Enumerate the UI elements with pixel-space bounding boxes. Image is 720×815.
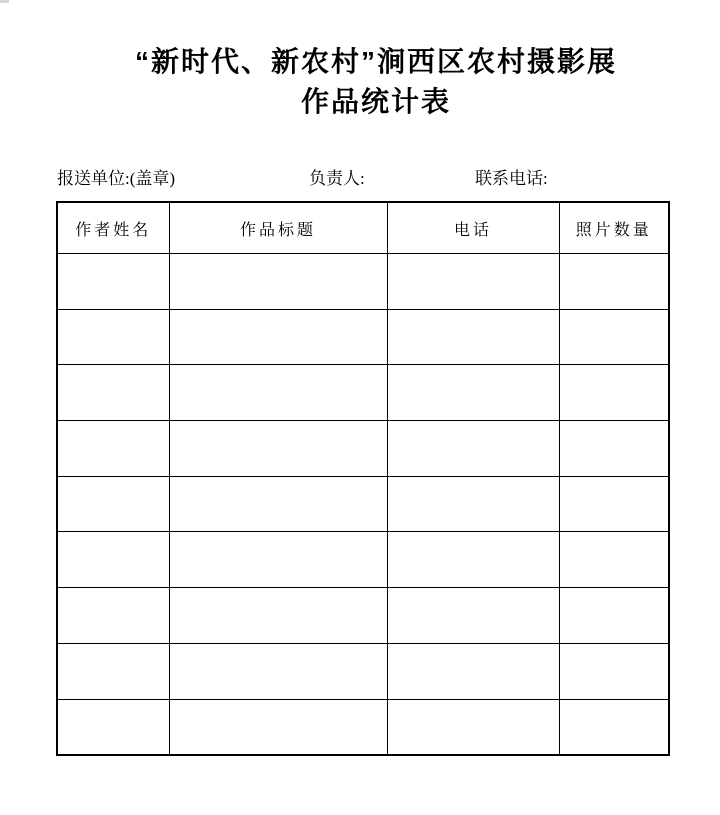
table-cell [169, 588, 387, 644]
contact-phone-label: 联系电话: [475, 169, 548, 188]
table-header-row [57, 202, 669, 254]
table-body [57, 254, 669, 756]
column-header-4: 照片数量 [559, 202, 669, 254]
table-cell [559, 309, 669, 365]
table-cell [387, 365, 559, 421]
table-cell [559, 254, 669, 310]
table-cell [387, 532, 559, 588]
table-cell [57, 588, 169, 644]
table-cell [559, 643, 669, 699]
table-cell [559, 365, 669, 421]
column-header-3: 电话 [387, 202, 559, 254]
title-line-1: “新时代、新农村”涧西区农村摄影展 [134, 46, 617, 77]
table-cell [169, 254, 387, 310]
table-cell [559, 476, 669, 532]
table-row [57, 643, 669, 699]
table-cell [387, 254, 559, 310]
table-cell [57, 365, 169, 421]
person-in-charge-label: 负责人: [309, 169, 365, 188]
table-cell [169, 476, 387, 532]
table-cell [559, 421, 669, 477]
table-row [57, 532, 669, 588]
submitting-unit-label: 报送单位:(盖章) [57, 169, 176, 188]
table-cell [387, 643, 559, 699]
info-line [0, 167, 720, 191]
scan-artifact [0, 0, 9, 3]
table-cell [169, 532, 387, 588]
table-cell [57, 254, 169, 310]
table-cell [559, 532, 669, 588]
table-cell [57, 643, 169, 699]
table-row [57, 309, 669, 365]
table-cell [387, 476, 559, 532]
table-cell [559, 588, 669, 644]
table-row [57, 588, 669, 644]
table-cell [387, 588, 559, 644]
table-cell [169, 309, 387, 365]
table-cell [57, 699, 169, 755]
table-row [57, 699, 669, 755]
document-title [0, 42, 720, 122]
table-cell [387, 309, 559, 365]
statistics-table [56, 201, 670, 756]
column-header-1: 作者姓名 [57, 202, 169, 254]
table-cell [57, 532, 169, 588]
table-row [57, 476, 669, 532]
table-cell [57, 309, 169, 365]
table-cell [559, 699, 669, 755]
table-cell [169, 421, 387, 477]
table-cell [57, 476, 169, 532]
title-line-2: 作品统计表 [300, 86, 451, 117]
table-cell [169, 643, 387, 699]
table-cell [57, 421, 169, 477]
table-row [57, 254, 669, 310]
table-cell [387, 699, 559, 755]
table-row [57, 421, 669, 477]
table-cell [169, 365, 387, 421]
table-cell [169, 699, 387, 755]
table-row [57, 365, 669, 421]
table-cell [387, 421, 559, 477]
column-header-2: 作品标题 [169, 202, 387, 254]
